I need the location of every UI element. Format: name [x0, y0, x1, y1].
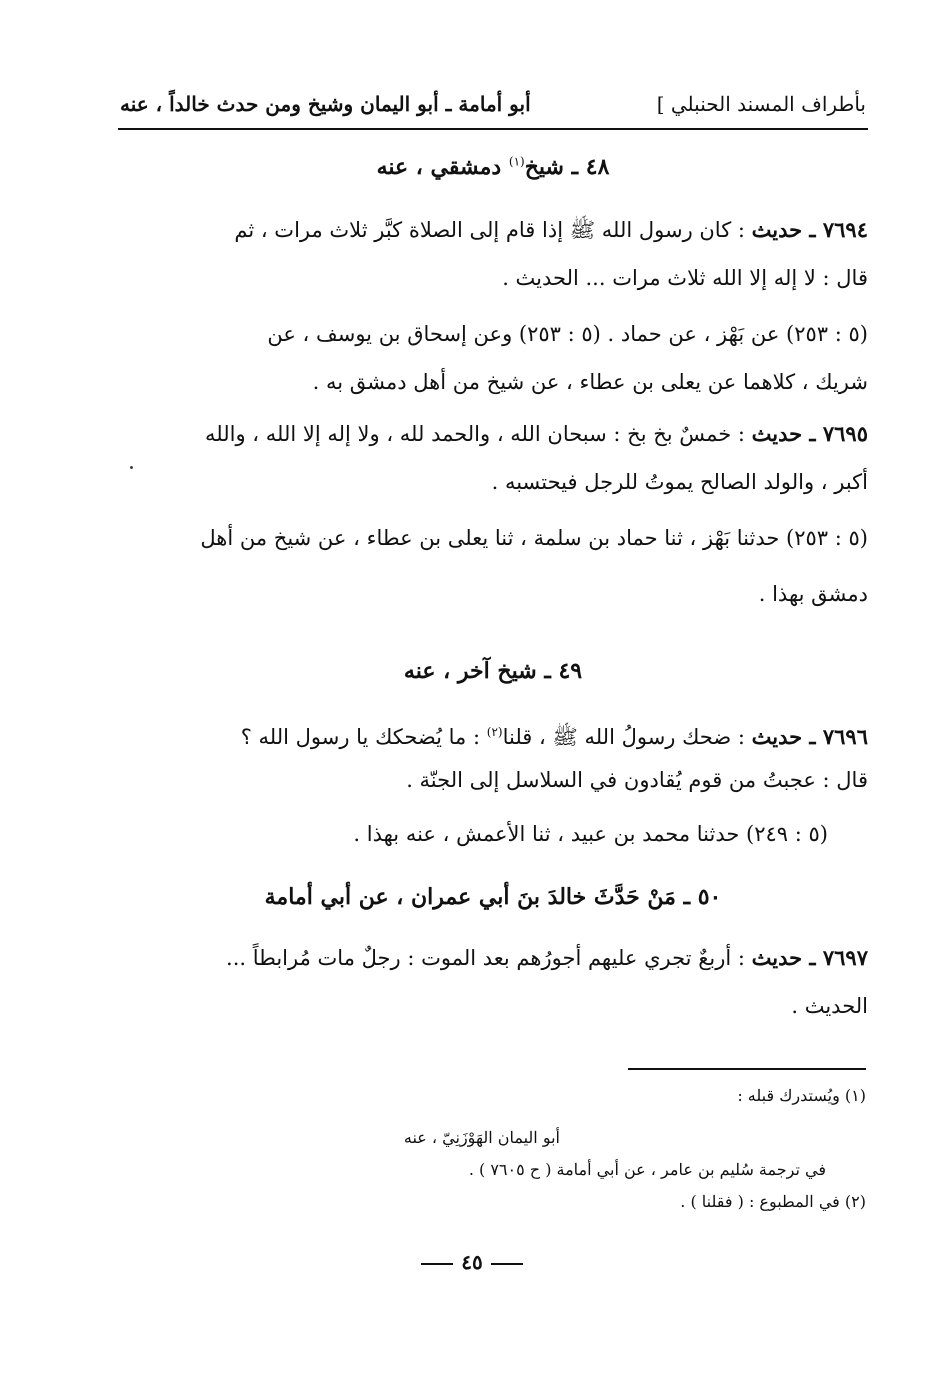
- hadith-number: ٧٦٩٥: [822, 421, 868, 446]
- section-heading-text: دمشقي ، عنه: [376, 154, 509, 180]
- hadith-7695: [118, 410, 868, 506]
- source-7696: [118, 810, 828, 858]
- source-line: دمشق بهذا .: [758, 582, 868, 606]
- hadith-line: قال : عجبتُ من قوم يُقادون في السلاسل إلى الجنّة .: [406, 768, 868, 792]
- hadith-label: ـ حديث: [751, 217, 823, 242]
- footnote-1-line: أبو اليمان الهَوْزَنِيّ ، عنه: [403, 1128, 560, 1147]
- hadith-label: ـ حديث: [751, 945, 823, 970]
- source-7694: [118, 310, 868, 406]
- hadith-text: : كان رسول الله ﷺ إذا قام إلى الصلاة كبَّر ثلاث مرات ، ثم: [234, 218, 752, 242]
- hadith-number: ٧٦٩٧: [822, 945, 868, 970]
- header-rule: [118, 128, 868, 130]
- source-7695: [118, 514, 868, 618]
- header-chapter-title: أبو أمامة ـ أبو اليمان وشيخ ومن حدث خالداً ، عنه: [120, 92, 531, 116]
- hadith-line: الحديث .: [791, 994, 868, 1018]
- hadith-7697: [118, 934, 868, 1030]
- section-heading-text: ٤٨ ـ شيخ: [524, 154, 610, 180]
- hadith-label: ـ حديث: [751, 724, 823, 749]
- scan-speck: [130, 466, 133, 469]
- footnote-1-heading: (١) ويُستدرك قبله :: [737, 1086, 866, 1105]
- hadith-7696: [118, 708, 868, 804]
- hadith-number: ٧٦٩٦: [822, 724, 868, 749]
- hadith-text: : أربعٌ تجري عليهم أجورُهم بعد الموت : رجلٌ مات مُرابطاً ...: [226, 946, 752, 970]
- hadith-text: : ما يُضحكك يا رسول الله ؟: [240, 725, 487, 749]
- section-heading-50: ٥٠ ـ مَنْ حَدَّثَ خالدَ بنَ أبي عمران ، عن أبي أمامة: [264, 884, 722, 910]
- footnote-ref[interactable]: (١): [508, 154, 525, 169]
- page-number: [0, 1250, 944, 1274]
- page-number-text: ٤٥: [461, 1250, 483, 1274]
- folio-dash: [491, 1263, 523, 1265]
- hadith-line: [118, 934, 868, 982]
- hadith-text: : خمسٌ بخ بخ : سبحان الله ، والحمد لله ، ولا إله إلا الله ، والله: [205, 422, 752, 446]
- footnote-rule: [628, 1068, 866, 1070]
- hadith-line: [118, 206, 868, 254]
- footnote-ref[interactable]: (٢): [486, 725, 503, 739]
- hadith-line: [118, 410, 868, 458]
- source-line: شريك ، كلاهما عن يعلى بن عطاء ، عن شيخ من أهل دمشق به .: [312, 370, 868, 394]
- folio-dash: [421, 1263, 453, 1265]
- hadith-line: أكبر ، والولد الصالح يموتُ للرجل فيحتسبه .: [491, 470, 868, 494]
- source-line: (٥ : ٢٥٣) حدثنا بَهْز ، ثنا حماد بن سلمة ، ثنا يعلى بن عطاء ، عن شيخ من أهل: [200, 526, 868, 550]
- section-heading-49: ٤٩ ـ شيخ آخر ، عنه: [403, 658, 583, 684]
- footnote-1-line: في ترجمة سُليم بن عامر ، عن أبي أمامة ( ح ٧٦٠٥ ) .: [468, 1160, 826, 1179]
- source-line: (٥ : ٢٥٣) عن بَهْز ، عن حماد . (٥ : ٢٥٣) وعن إسحاق بن يوسف ، عن: [267, 322, 868, 346]
- hadith-line: [118, 708, 868, 756]
- hadith-number: ٧٦٩٤: [822, 217, 868, 242]
- hadith-label: ـ حديث: [751, 421, 823, 446]
- footnote-2: (٢) في المطبوع : ( فقلنا ) .: [680, 1192, 866, 1211]
- hadith-7694: [118, 206, 868, 302]
- hadith-line: قال : لا إله إلا الله ثلاث مرات ... الحديث .: [502, 266, 868, 290]
- header-book-title: بأطراف المسند الحنبلي ]: [656, 92, 866, 116]
- running-header: [120, 92, 866, 126]
- section-heading-48: [118, 154, 868, 180]
- hadith-text: : ضحك رسولُ الله ﷺ ، قلنا: [502, 725, 752, 749]
- source-line: (٥ : ٢٤٩) حدثنا محمد بن عبيد ، ثنا الأعمش ، عنه بهذا .: [353, 822, 828, 846]
